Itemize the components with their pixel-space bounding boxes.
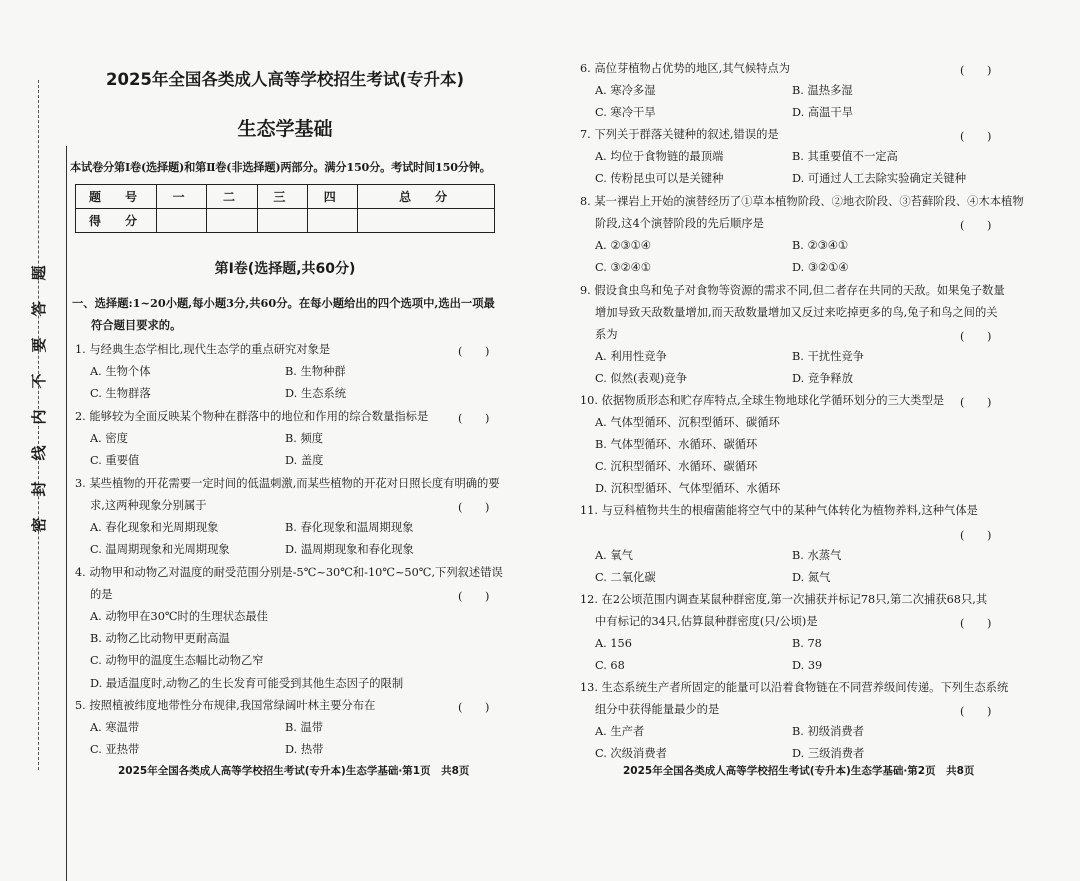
option: B. ②③④① [792, 239, 848, 252]
option: C. 似然(表观)竞争 [595, 372, 688, 385]
score-table-header [76, 185, 495, 209]
question-stem: 中有标记的34只,估算鼠种群密度(只/公顷)是 [595, 615, 818, 628]
answer-blank[interactable]: ( ) [960, 64, 992, 77]
question-stem: 求,这两种现象分别属于 [90, 499, 207, 512]
seal-char: 密 [30, 517, 48, 533]
option: D. 最适温度时,动物乙的生长发育可能受到其他生态因子的限制 [90, 677, 404, 690]
option: A. 春化现象和光周期现象 [90, 521, 219, 534]
question-stem: 7. 下列关于群落关键种的叙述,错误的是 [580, 128, 779, 141]
option: A. 寒冷多湿 [595, 84, 656, 97]
question-stem: 11. 与豆科植物共生的根瘤菌能将空气中的某种气体转化为植物养料,这种气体是 [580, 504, 978, 517]
option: A. 动物甲在30℃时的生理状态最佳 [90, 610, 268, 623]
seal-char: 题 [30, 265, 48, 281]
binding-strip [14, 80, 62, 800]
option: A. 生物个体 [90, 365, 151, 378]
option: D. 热带 [285, 743, 324, 756]
subject-title: 生态学基础 [237, 118, 333, 140]
option: D. 三级消费者 [792, 747, 865, 760]
option: A. 气体型循环、沉积型循环、碳循环 [595, 416, 780, 429]
question-stem: 6. 高位芽植物占优势的地区,其气候特点为 [580, 62, 791, 75]
option: D. 氮气 [792, 571, 831, 584]
question-stem: 9. 假设食虫鸟和兔子对食物等资源的需求不同,但二者存在共同的天敌。如果兔子数量 [580, 284, 1005, 297]
option: B. 春化现象和温周期现象 [285, 521, 414, 534]
option: B. 温热多湿 [792, 84, 853, 97]
option: D. 竞争释放 [792, 372, 854, 385]
question-stem: 的是 [90, 588, 113, 601]
answer-blank[interactable]: ( ) [960, 529, 992, 542]
answer-blank[interactable]: ( ) [960, 219, 992, 232]
section-instruction: 符合题目要求的。 [91, 318, 182, 332]
option: D. 盖度 [285, 454, 324, 467]
score-table [75, 184, 495, 233]
question-stem: 4. 动物甲和动物乙对温度的耐受范围分别是-5℃~30℃和-10℃~50℃,下列叙述错误 [75, 566, 503, 579]
option: B. 初级消费者 [792, 725, 864, 738]
option: C. 传粉昆虫可以是关键种 [595, 172, 724, 185]
option: A. 156 [595, 637, 632, 650]
option: B. 其重要值不一定高 [792, 150, 898, 163]
score-cell[interactable] [157, 209, 207, 233]
exam-title: 2025年全国各类成人高等学校招生考试(专升本) [105, 70, 464, 89]
answer-blank[interactable]: ( ) [458, 345, 490, 358]
question-stem: 组分中获得能量最少的是 [595, 703, 720, 716]
option: B. 频度 [285, 432, 324, 445]
option: A. 均位于食物链的最顶端 [595, 150, 724, 163]
option: A. 氧气 [595, 549, 633, 562]
score-cell[interactable] [257, 209, 307, 233]
seal-char: 答 [30, 301, 48, 317]
option: B. 气体型循环、水循环、碳循环 [595, 438, 758, 451]
option: D. 39 [792, 659, 823, 672]
option: D. 沉积型循环、气体型循环、水循环 [595, 482, 781, 495]
option: C. ③②④① [595, 261, 651, 274]
exam-intro: 本试卷分第Ⅰ卷(选择题)和第Ⅱ卷(非选择题)两部分。满分150分。考试时间150分钟。 [70, 160, 491, 174]
score-cell[interactable] [308, 209, 358, 233]
option: D. 温周期现象和春化现象 [285, 543, 414, 556]
seal-char: 封 [30, 481, 48, 497]
score-header-cell: 四 [308, 185, 358, 209]
part-1-title: 第Ⅰ卷(选择题,共60分) [214, 261, 356, 277]
option: C. 68 [595, 659, 625, 672]
question-stem: 8. 某一裸岩上开始的演替经历了①草本植物阶段、②地衣阶段、③苔藓阶段、④木本植物 [580, 195, 1024, 208]
question-stem: 12. 在2公顷范围内调查某鼠种群密度,第一次捕获并标记78只,第二次捕获68只,其 [580, 593, 988, 606]
answer-blank[interactable]: ( ) [458, 501, 490, 514]
page-footer: 2025年全国各类成人高等学校招生考试(专升本)生态学基础·第2页 共8页 [623, 765, 975, 777]
option: B. 水蒸气 [792, 549, 842, 562]
option: A. 密度 [90, 432, 128, 445]
seal-char: 不 [30, 373, 48, 389]
question-stem: 增加导致天敌数量增加,而天敌数量增加又反过来吃掉更多的鸟,兔子和鸟之间的关 [595, 306, 998, 319]
seal-char: 线 [30, 445, 48, 461]
option: A. ②③①④ [595, 239, 651, 252]
binding-solid-line [66, 146, 67, 881]
answer-blank[interactable]: ( ) [960, 130, 992, 143]
option: C. 二氧化碳 [595, 571, 656, 584]
answer-blank[interactable]: ( ) [960, 705, 992, 718]
option: D. ③②①④ [792, 261, 849, 274]
option: B. 78 [792, 637, 822, 650]
page-footer: 2025年全国各类成人高等学校招生考试(专升本)生态学基础·第1页 共8页 [118, 765, 470, 777]
option: C. 次级消费者 [595, 747, 667, 760]
answer-blank[interactable]: ( ) [960, 330, 992, 343]
option: A. 利用性竞争 [595, 350, 667, 363]
option: A. 寒温带 [90, 721, 140, 734]
option: C. 寒冷干旱 [595, 106, 656, 119]
option: B. 干扰性竞争 [792, 350, 864, 363]
question-stem: 系为 [595, 328, 618, 341]
answer-blank[interactable]: ( ) [960, 396, 992, 409]
section-instruction: 一、选择题:1~20小题,每小题3分,共60分。在每小题给出的四个选项中,选出一项最 [72, 296, 495, 310]
answer-blank[interactable]: ( ) [960, 617, 992, 630]
score-table-row [76, 209, 495, 233]
score-header-cell: 总 分 [358, 185, 495, 209]
question-stem: 阶段,这4个演替阶段的先后顺序是 [595, 217, 764, 230]
option: D. 生态系统 [285, 387, 347, 400]
option: A. 生产者 [595, 725, 645, 738]
option: C. 沉积型循环、水循环、碳循环 [595, 460, 758, 473]
question-stem: 13. 生态系统生产者所固定的能量可以沿着食物链在不同营养级间传递。下列生态系统 [580, 681, 1009, 694]
option: C. 亚热带 [90, 743, 140, 756]
score-cell[interactable] [358, 209, 495, 233]
option: B. 生物种群 [285, 365, 346, 378]
seal-char: 要 [30, 337, 48, 353]
score-cell[interactable] [207, 209, 257, 233]
question-stem: 1. 与经典生态学相比,现代生态学的重点研究对象是 [75, 343, 331, 356]
score-header-cell: 一 [157, 185, 207, 209]
seal-notice [14, 255, 64, 543]
option: C. 温周期现象和光周期现象 [90, 543, 230, 556]
score-header-cell: 二 [207, 185, 257, 209]
question-stem: 2. 能够较为全面反映某个物种在群落中的地位和作用的综合数量指标是 [75, 410, 429, 423]
answer-blank[interactable]: ( ) [458, 701, 490, 714]
option: C. 重要值 [90, 454, 140, 467]
score-header-cell: 题 号 [76, 185, 157, 209]
seal-char: 内 [30, 409, 48, 425]
answer-blank[interactable]: ( ) [458, 590, 490, 603]
option: B. 动物乙比动物甲更耐高温 [90, 632, 230, 645]
question-stem: 10. 依据物质形态和贮存库特点,全球生物地球化学循环划分的三大类型是 [580, 394, 945, 407]
question-stem: 5. 按照植被纬度地带性分布规律,我国常绿阔叶林主要分布在 [75, 699, 376, 712]
option: D. 可通过人工去除实验确定关键种 [792, 172, 966, 185]
option: C. 生物群落 [90, 387, 151, 400]
option: C. 动物甲的温度生态幅比动物乙窄 [90, 654, 264, 667]
question-stem: 3. 某些植物的开花需要一定时间的低温刺激,而某些植物的开花对日照长度有明确的要 [75, 477, 500, 490]
score-row-label: 得 分 [76, 209, 157, 233]
score-header-cell: 三 [257, 185, 307, 209]
option: B. 温带 [285, 721, 324, 734]
option: D. 高温干旱 [792, 106, 854, 119]
answer-blank[interactable]: ( ) [458, 412, 490, 425]
